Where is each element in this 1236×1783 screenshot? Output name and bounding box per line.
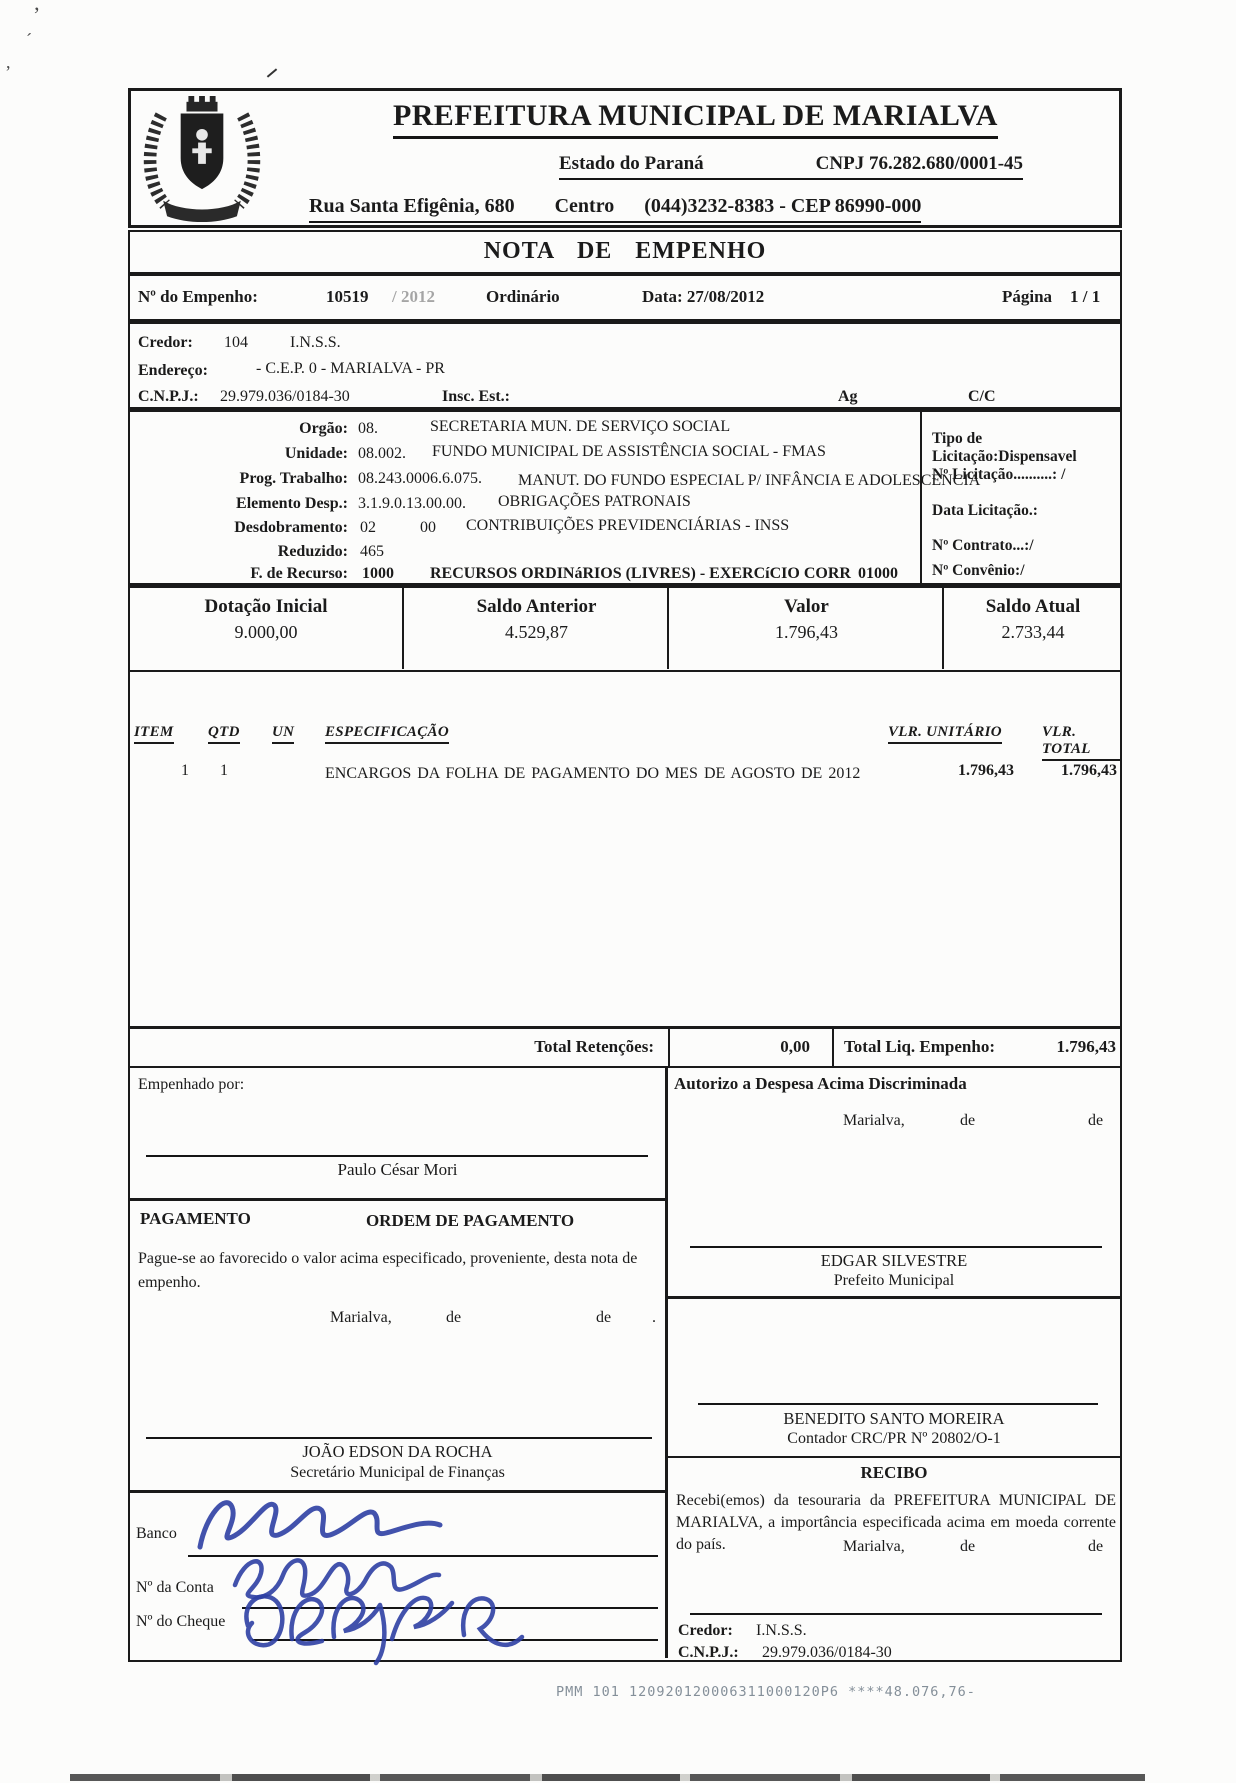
ag-label: Ag xyxy=(838,388,858,405)
prefeito-signature-line xyxy=(690,1246,1102,1248)
unidade-desc: FUNDO MUNICIPAL DE ASSISTÊNCIA SOCIAL - FMAS xyxy=(432,443,826,460)
autorizo-title: Autorizo a Despesa Acima Discriminada xyxy=(674,1074,967,1093)
street-label: Rua Santa Efigênia, 680 xyxy=(309,195,515,217)
autorizo-city-label: Marialva, xyxy=(843,1112,905,1129)
prefeito-role: Prefeito Municipal xyxy=(833,1272,955,1289)
desdobramento-desc: CONTRIBUIÇÕES PREVIDENCIÁRIAS - INSS xyxy=(466,517,790,534)
item-table xyxy=(128,672,1122,1026)
cheque-label: Nº do Cheque xyxy=(136,1613,226,1630)
scan-torn-edge xyxy=(70,1774,1145,1781)
dotacao-inicial-header: Dotação Inicial xyxy=(204,596,328,617)
dotmatrix-footer-line: PMM 101 120920120006311000120P6 ****48.076,76- xyxy=(556,1684,976,1700)
saldo-atual-cell xyxy=(942,588,1122,669)
cheque-fill-line xyxy=(252,1639,658,1641)
recibo-de2-label: de xyxy=(1088,1538,1104,1555)
f-recurso-extra: 01000 xyxy=(858,565,898,582)
lower-section xyxy=(128,1068,1122,1662)
classification-block xyxy=(128,410,1122,586)
col-header-vlr-unitario: VLR. UNITÁRIO xyxy=(888,724,1002,744)
prefeito-name: EDGAR SILVESTRE xyxy=(820,1251,968,1270)
orgao-desc: SECRETARIA MUN. DE SERVIÇO SOCIAL xyxy=(430,418,731,435)
contador-box xyxy=(668,1299,1120,1458)
empenhado-signer-name: Paulo César Mori xyxy=(337,1160,458,1179)
orgao-code: 08. xyxy=(358,420,378,437)
saldo-atual-value: 2.733,44 xyxy=(1001,622,1065,642)
recibo-cnpj-label: C.N.P.J.: xyxy=(678,1644,739,1661)
banco-box xyxy=(130,1493,665,1658)
recibo-body-text: Recebi(emos) da tesouraria da PREFEITURA MUNICIPAL DE MARIALVA, a importância especificada acima em moeda corrente do país. xyxy=(676,1492,1116,1553)
reduzido-label: Reduzido: xyxy=(277,543,348,560)
scan-artifact-mark: ’ xyxy=(33,2,41,27)
num-contrato-label: Nº Contrato...:/ xyxy=(932,537,1034,554)
col-header-especificacao: ESPECIFICAÇÃO xyxy=(325,724,449,744)
state-label: Estado do Paraná xyxy=(559,153,704,174)
valor-cell xyxy=(667,588,944,669)
total-retencoes-label: Total Retenções: xyxy=(534,1037,654,1056)
contador-signature-line xyxy=(698,1403,1098,1405)
banco-fill-line xyxy=(188,1555,658,1557)
phone-cep-label: (044)3232-8383 - CEP 86990-000 xyxy=(644,195,922,217)
insc-est-label: Insc. Est.: xyxy=(442,388,511,405)
scan-artifact-mark xyxy=(267,68,277,77)
empenho-date: Data: 27/08/2012 xyxy=(642,287,765,306)
empenhado-signature-line xyxy=(146,1155,648,1157)
num-licitacao-label: Nº Licitação..........: / xyxy=(932,466,1066,483)
district-label: Centro xyxy=(554,195,615,217)
credor-code: 104 xyxy=(224,334,248,351)
header-address xyxy=(309,195,921,223)
secretario-role: Secretário Municipal de Finanças xyxy=(290,1464,505,1481)
valor-header: Valor xyxy=(784,596,829,617)
saldo-anterior-header: Saldo Anterior xyxy=(476,596,597,617)
cnpj-label: CNPJ 76.282.680/0001-45 xyxy=(815,153,1024,174)
page-label: Página xyxy=(1002,287,1053,306)
conta-label: Nº da Conta xyxy=(136,1579,214,1596)
prog-trabalho-label: Prog. Trabalho: xyxy=(239,470,348,487)
f-recurso-label: F. de Recurso: xyxy=(250,565,348,582)
secretario-name: JOÃO EDSON DA ROCHA xyxy=(302,1442,493,1461)
elemento-desp-label: Elemento Desp.: xyxy=(236,495,348,512)
pagamento-city-label: Marialva, xyxy=(330,1309,392,1326)
header-subline xyxy=(559,153,1023,180)
f-recurso-desc: RECURSOS ORDINáRIOS (LIVRES) - EXERCíCIO CORR xyxy=(430,565,851,582)
credor-cnpj-label: C.N.P.J.: xyxy=(138,388,199,405)
totals-row xyxy=(128,1026,1122,1068)
autorizo-de2-label: de xyxy=(1088,1112,1104,1129)
reduzido-value: 465 xyxy=(360,543,384,560)
col-header-item: ITEM xyxy=(134,724,174,744)
autorizo-box xyxy=(668,1068,1120,1299)
empenho-type: Ordinário xyxy=(486,287,560,306)
total-liq-cell xyxy=(832,1029,1122,1067)
col-header-qtd: QTD xyxy=(208,724,240,744)
recibo-signature-line xyxy=(690,1613,1102,1615)
saldo-anterior-value: 4.529,87 xyxy=(505,622,568,642)
unidade-code: 08.002. xyxy=(358,445,406,462)
lower-right-column xyxy=(668,1068,1124,1661)
ordem-pagamento-title: ORDEM DE PAGAMENTO xyxy=(365,1211,575,1230)
desdobramento-label: Desdobramento: xyxy=(234,519,348,536)
cheque-handwriting-ink xyxy=(230,1581,550,1666)
item-row-vlr-total: 1.796,43 xyxy=(1061,762,1117,779)
credor-name: I.N.S.S. xyxy=(290,334,341,351)
empenho-number: 10519 xyxy=(326,287,369,306)
recibo-credor-label: Credor: xyxy=(678,1622,733,1639)
total-liq-label: Total Liq. Empenho: xyxy=(844,1037,995,1056)
prog-trabalho-code: 08.243.0006.6.075. xyxy=(358,470,482,487)
lower-left-column xyxy=(130,1068,668,1658)
total-retencoes-cell xyxy=(668,1029,834,1067)
item-row-especificacao: ENCARGOS DA FOLHA DE PAGAMENTO DO MES DE AGOSTO DE 2012 xyxy=(325,765,861,782)
secretario-signature-line xyxy=(146,1437,652,1439)
item-row-vlr-unitario: 1.796,43 xyxy=(958,762,1014,779)
desdobramento-code2: 00 xyxy=(420,519,436,536)
empenhado-por-label: Empenhado por: xyxy=(138,1076,245,1093)
licitacao-cell xyxy=(920,412,1124,584)
dotacao-table xyxy=(128,586,1122,672)
pagamento-de2-label: de xyxy=(596,1309,612,1326)
dotacao-inicial-cell xyxy=(130,588,402,669)
data-licitacao-label: Data Licitação.: xyxy=(932,502,1038,519)
total-retencoes-value: 0,00 xyxy=(780,1037,810,1056)
empenhado-box xyxy=(130,1068,665,1201)
marialva-crest-logo xyxy=(143,96,261,224)
num-convenio-label: Nº Convênio:/ xyxy=(932,562,1025,579)
saldo-atual-header: Saldo Atual xyxy=(985,596,1081,617)
recibo-title: RECIBO xyxy=(860,1463,928,1482)
pagamento-title: PAGAMENTO xyxy=(140,1209,251,1228)
endereco-label: Endereço: xyxy=(138,362,208,379)
autorizo-de1-label: de xyxy=(960,1112,976,1129)
col-header-vlr-total: VLR. TOTAL xyxy=(1042,724,1120,761)
doc-title-bar xyxy=(128,230,1122,274)
cc-label: C/C xyxy=(968,388,996,405)
f-recurso-code: 1000 xyxy=(362,565,394,582)
orgao-label: Orgão: xyxy=(299,420,348,437)
elemento-desp-desc: OBRIGAÇÕES PATRONAIS xyxy=(498,493,691,510)
conta-fill-line xyxy=(242,1607,658,1609)
empenho-number-year-faded: / 2012 xyxy=(392,287,435,306)
header-title: PREFEITURA MUNICIPAL DE MARIALVA xyxy=(393,99,998,139)
recibo-box xyxy=(668,1458,1120,1661)
item-row-qtd: 1 xyxy=(220,762,228,779)
scan-artifact-mark: , xyxy=(6,52,11,72)
pagamento-body-text: Pague-se ao favorecido o valor acima especificado, proveniente, desta nota de empenho. xyxy=(138,1250,638,1291)
scan-artifact-mark: ´ xyxy=(26,30,32,50)
empenho-number-label: Nº do Empenho: xyxy=(138,287,258,306)
recibo-de1-label: de xyxy=(960,1538,976,1555)
prog-trabalho-desc: MANUT. DO FUNDO ESPECIAL P/ INFÂNCIA E ADOLESCENCIA xyxy=(518,472,981,489)
doc-title: NOTA DE EMPENHO xyxy=(483,238,767,264)
recibo-city-label: Marialva, xyxy=(843,1538,905,1555)
header-box xyxy=(128,88,1122,228)
contador-role: Contador CRC/PR Nº 20802/O-1 xyxy=(787,1430,1001,1447)
recibo-cnpj-value: 29.979.036/0184-30 xyxy=(762,1644,892,1661)
empenho-row xyxy=(128,274,1122,322)
dotacao-inicial-value: 9.000,00 xyxy=(234,622,298,642)
empenho-form xyxy=(128,88,1122,1662)
pagamento-de1-label: de xyxy=(446,1309,462,1326)
credor-label: Credor: xyxy=(138,334,193,351)
elemento-desp-code: 3.1.9.0.13.00.00. xyxy=(358,495,466,512)
unidade-label: Unidade: xyxy=(284,445,348,462)
banco-label: Banco xyxy=(136,1525,177,1542)
col-header-un: UN xyxy=(272,724,294,744)
item-row-number: 1 xyxy=(181,762,189,779)
page-number: 1 / 1 xyxy=(1070,287,1101,306)
banco-handwriting-ink xyxy=(188,1485,458,1560)
valor-value: 1.796,43 xyxy=(775,622,838,642)
tipo-licitacao-label: Tipo de Licitação:Dispensavel xyxy=(932,430,1077,465)
credor-block xyxy=(128,322,1122,410)
contador-name: BENEDITO SANTO MOREIRA xyxy=(783,1409,1005,1428)
saldo-anterior-cell xyxy=(402,588,669,669)
desdobramento-code: 02 xyxy=(360,519,376,536)
credor-cnpj-value: 29.979.036/0184-30 xyxy=(220,388,350,405)
recibo-credor-value: I.N.S.S. xyxy=(756,1622,807,1639)
total-liq-value: 1.796,43 xyxy=(1056,1037,1116,1056)
pagamento-period-mark: . xyxy=(652,1309,656,1326)
pagamento-box xyxy=(130,1201,665,1493)
endereco-value: - C.E.P. 0 - MARIALVA - PR xyxy=(256,360,445,377)
